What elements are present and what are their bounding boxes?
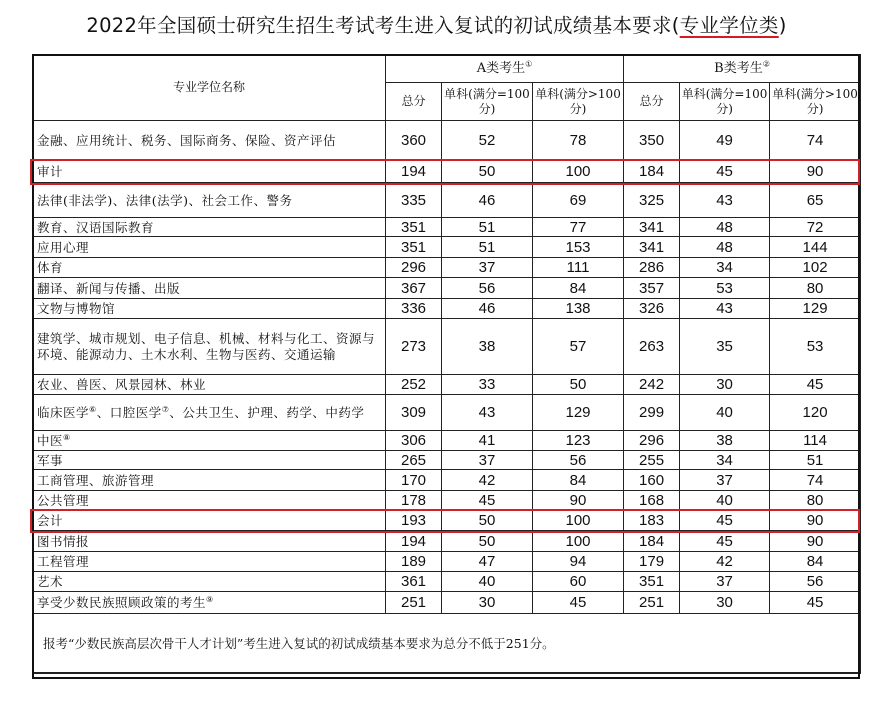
row-name-text: 军事 [37, 452, 64, 468]
cell-a-s100: 46 [442, 183, 533, 218]
table-row [33, 218, 861, 237]
cell-a-total: 361 [386, 572, 442, 592]
table-row [33, 572, 861, 592]
cell-a-s100: 37 [442, 258, 533, 278]
cell-a-total: 193 [386, 511, 442, 531]
cell-b-sgt: 80 [770, 278, 861, 299]
row-name-text: 中医 [37, 433, 64, 448]
cell-b-s100: 40 [680, 491, 770, 511]
row-name [33, 121, 386, 161]
cell-b-sgt: 90 [770, 531, 861, 552]
cell-b-sgt: 74 [770, 470, 861, 491]
cell-b-sgt: 114 [770, 431, 861, 451]
cell-a-sgt: 123 [533, 431, 624, 451]
row-name-text: 文物与博物馆 [37, 301, 116, 316]
cell-a-sgt: 84 [533, 470, 624, 491]
header-group-b: B类考生② [624, 55, 861, 83]
cell-a-total: 170 [386, 470, 442, 491]
cell-b-total: 299 [624, 395, 680, 431]
cell-b-s100: 37 [680, 470, 770, 491]
cell-a-sgt: 78 [533, 121, 624, 161]
footnote-row [33, 614, 861, 673]
cell-b-s100: 45 [680, 511, 770, 531]
footnote: 报考“少数民族高层次骨干人才计划”考生进入复试的初试成绩基本要求为总分不低于251分。 [33, 614, 861, 673]
cell-a-sgt: 84 [533, 278, 624, 299]
cell-a-total: 351 [386, 218, 442, 237]
row-name-text: 工程管理 [37, 554, 90, 569]
table-row [33, 237, 861, 258]
row-name-text: 教育、汉语国际教育 [37, 219, 155, 235]
cell-a-total: 273 [386, 319, 442, 375]
cell-a-sgt: 129 [533, 395, 624, 431]
row-name-text: 会计 [37, 513, 64, 528]
cell-b-sgt: 72 [770, 218, 861, 237]
cell-a-s100: 45 [442, 491, 533, 511]
table-row [33, 278, 861, 299]
row-name-text: 农业、兽医、风景园林、林业 [37, 377, 207, 392]
row-name-text: 金融、应用统计、税务、国际商务、保险、资产评估 [37, 133, 337, 148]
cell-a-sgt: 57 [533, 319, 624, 375]
row-name [33, 278, 386, 299]
row-name [33, 237, 386, 258]
row-name [33, 470, 386, 491]
cell-b-s100: 45 [680, 161, 770, 183]
row-name [33, 319, 386, 375]
cell-b-sgt: 56 [770, 572, 861, 592]
cell-a-total: 252 [386, 375, 442, 395]
cell-a-s100: 50 [442, 161, 533, 183]
cell-a-sgt: 60 [533, 572, 624, 592]
row-name-text: 享受少数民族照顾政策的考生 [37, 595, 207, 610]
cell-b-total: 351 [624, 572, 680, 592]
cell-a-sgt: 94 [533, 552, 624, 572]
cell-a-sgt: 45 [533, 592, 624, 614]
table-row [33, 451, 861, 470]
row-name [33, 451, 386, 470]
cell-b-s100: 42 [680, 552, 770, 572]
row-name-text: 体育 [37, 260, 64, 275]
cell-b-total: 263 [624, 319, 680, 375]
cell-a-total: 367 [386, 278, 442, 299]
cell-a-sgt: 138 [533, 299, 624, 319]
row-name-text: 临床医学 [37, 405, 90, 420]
cell-a-s100: 51 [442, 237, 533, 258]
row-name-text-2: 、口腔医学 [96, 405, 162, 420]
cell-a-total: 309 [386, 395, 442, 431]
row-name [33, 592, 386, 614]
row-name-text: 翻译、新闻与传播、出版 [37, 280, 181, 296]
cell-b-sgt: 51 [770, 451, 861, 470]
header-b-single-100: 单科(满分=100分) [680, 83, 770, 121]
cell-a-sgt: 100 [533, 531, 624, 552]
row-name [33, 161, 386, 183]
cell-a-s100: 52 [442, 121, 533, 161]
cell-a-sgt: 111 [533, 258, 624, 278]
score-table [32, 54, 861, 674]
cell-a-s100: 38 [442, 319, 533, 375]
header-a-single-100: 单科(满分=100分) [442, 83, 533, 121]
cell-a-s100: 47 [442, 552, 533, 572]
cell-b-total: 296 [624, 431, 680, 451]
cell-a-sgt: 90 [533, 491, 624, 511]
row-name [33, 395, 386, 431]
cell-b-total: 326 [624, 299, 680, 319]
row-name [33, 531, 386, 552]
cell-b-sgt: 65 [770, 183, 861, 218]
cell-b-total: 179 [624, 552, 680, 572]
cell-a-sgt: 153 [533, 237, 624, 258]
cell-a-s100: 42 [442, 470, 533, 491]
cell-b-s100: 35 [680, 319, 770, 375]
cell-a-total: 251 [386, 592, 442, 614]
row-name [33, 431, 386, 451]
table-row [33, 319, 861, 375]
cell-b-total: 184 [624, 161, 680, 183]
row-name-footnote-mark: ⑨ [206, 594, 214, 604]
cell-b-total: 242 [624, 375, 680, 395]
cell-b-total: 168 [624, 491, 680, 511]
header-name-col: 专业学位名称 [33, 55, 386, 121]
row-name-text: 法律(非法学)、法律(法学)、社会工作、警务 [37, 192, 293, 208]
table-row [33, 161, 861, 183]
row-name-text: 工商管理、旅游管理 [37, 472, 155, 488]
cell-b-s100: 53 [680, 278, 770, 299]
cell-a-total: 336 [386, 299, 442, 319]
table-row [33, 470, 861, 491]
cell-b-sgt: 74 [770, 121, 861, 161]
cell-a-total: 178 [386, 491, 442, 511]
row-name [33, 552, 386, 572]
cell-b-s100: 48 [680, 218, 770, 237]
cell-a-s100: 33 [442, 375, 533, 395]
table-row [33, 552, 861, 572]
cell-a-total: 360 [386, 121, 442, 161]
cell-a-sgt: 100 [533, 511, 624, 531]
header-b-single-gt100: 单科(满分>100分) [770, 83, 861, 121]
table-row [33, 491, 861, 511]
row-name [33, 511, 386, 531]
cell-a-total: 335 [386, 183, 442, 218]
row-name-footnote-mark: ⑥ [89, 404, 97, 414]
row-name [33, 572, 386, 592]
cell-a-s100: 50 [442, 531, 533, 552]
row-name-text: 公共管理 [37, 493, 90, 508]
table-row [33, 395, 861, 431]
cell-a-total: 306 [386, 431, 442, 451]
cell-b-total: 341 [624, 218, 680, 237]
row-name-footnote-mark-2: ⑦ [161, 404, 170, 414]
cell-b-sgt: 45 [770, 592, 861, 614]
cell-a-sgt: 77 [533, 218, 624, 237]
cell-b-total: 251 [624, 592, 680, 614]
row-name [33, 218, 386, 237]
cell-b-s100: 30 [680, 592, 770, 614]
cell-a-s100: 50 [442, 511, 533, 531]
row-name-text: 艺术 [37, 574, 64, 589]
cell-a-sgt: 50 [533, 375, 624, 395]
cell-b-sgt: 90 [770, 511, 861, 531]
row-name [33, 183, 386, 218]
header-a-total: 总分 [386, 83, 442, 121]
cell-b-total: 183 [624, 511, 680, 531]
row-name-text: 建筑学、城市规划、电子信息、机械、材料与化工、资源与环境、能源动力、土木水利、生物与医药、交通运输 [37, 331, 376, 362]
cell-a-total: 189 [386, 552, 442, 572]
cell-a-sgt: 100 [533, 161, 624, 183]
cell-b-s100: 34 [680, 451, 770, 470]
cell-a-s100: 46 [442, 299, 533, 319]
cell-b-s100: 34 [680, 258, 770, 278]
cell-b-s100: 48 [680, 237, 770, 258]
table-row [33, 299, 861, 319]
cell-a-s100: 30 [442, 592, 533, 614]
cell-b-total: 255 [624, 451, 680, 470]
table-row [33, 121, 861, 161]
table-row [33, 375, 861, 395]
header-group-a: A类考生① [386, 55, 624, 83]
title-prefix: 2022年全国硕士研究生招生考试考生进入复试的初试成绩基本要求( [86, 14, 680, 37]
cell-b-s100: 30 [680, 375, 770, 395]
cell-a-sgt: 56 [533, 451, 624, 470]
cell-a-sgt: 69 [533, 183, 624, 218]
table-row [33, 592, 861, 614]
cell-b-total: 286 [624, 258, 680, 278]
cell-a-s100: 37 [442, 451, 533, 470]
cell-a-total: 194 [386, 531, 442, 552]
cell-a-total: 296 [386, 258, 442, 278]
cell-b-total: 325 [624, 183, 680, 218]
cell-a-s100: 41 [442, 431, 533, 451]
row-name [33, 375, 386, 395]
cell-b-s100: 45 [680, 531, 770, 552]
cell-b-s100: 43 [680, 299, 770, 319]
cell-a-total: 194 [386, 161, 442, 183]
cell-b-sgt: 80 [770, 491, 861, 511]
cell-b-sgt: 144 [770, 237, 861, 258]
row-name-text-3: 、公共卫生、护理、药学、中药学 [169, 405, 365, 420]
cell-b-sgt: 129 [770, 299, 861, 319]
table-row [33, 183, 861, 218]
cell-b-sgt: 84 [770, 552, 861, 572]
table-row [33, 511, 861, 531]
cell-b-sgt: 102 [770, 258, 861, 278]
header-b-total: 总分 [624, 83, 680, 121]
cell-a-s100: 56 [442, 278, 533, 299]
row-name [33, 258, 386, 278]
cell-a-total: 351 [386, 237, 442, 258]
cell-a-s100: 40 [442, 572, 533, 592]
title-suffix: ) [778, 14, 787, 37]
cell-b-s100: 49 [680, 121, 770, 161]
cell-b-s100: 38 [680, 431, 770, 451]
row-name [33, 491, 386, 511]
cell-b-s100: 40 [680, 395, 770, 431]
header-a-single-gt100: 单科(满分>100分) [533, 83, 624, 121]
cell-b-total: 350 [624, 121, 680, 161]
cell-a-total: 265 [386, 451, 442, 470]
title-highlight: 专业学位类 [679, 14, 779, 37]
table-row [33, 258, 861, 278]
cell-b-s100: 43 [680, 183, 770, 218]
row-name-footnote-mark: ⑧ [63, 432, 71, 442]
cell-b-sgt: 90 [770, 161, 861, 183]
table-row [33, 431, 861, 451]
cell-b-total: 357 [624, 278, 680, 299]
cell-b-total: 341 [624, 237, 680, 258]
cell-a-s100: 43 [442, 395, 533, 431]
row-name-text: 应用心理 [37, 239, 90, 255]
row-name-text: 图书情报 [37, 533, 90, 549]
cell-a-s100: 51 [442, 218, 533, 237]
cell-b-total: 160 [624, 470, 680, 491]
cell-b-sgt: 53 [770, 319, 861, 375]
cell-b-total: 184 [624, 531, 680, 552]
cell-b-sgt: 120 [770, 395, 861, 431]
cell-b-s100: 37 [680, 572, 770, 592]
page-title [0, 10, 873, 38]
row-name-text: 审计 [37, 164, 64, 179]
table-body [33, 121, 861, 673]
row-name [33, 299, 386, 319]
cell-b-sgt: 45 [770, 375, 861, 395]
table-row [33, 531, 861, 552]
